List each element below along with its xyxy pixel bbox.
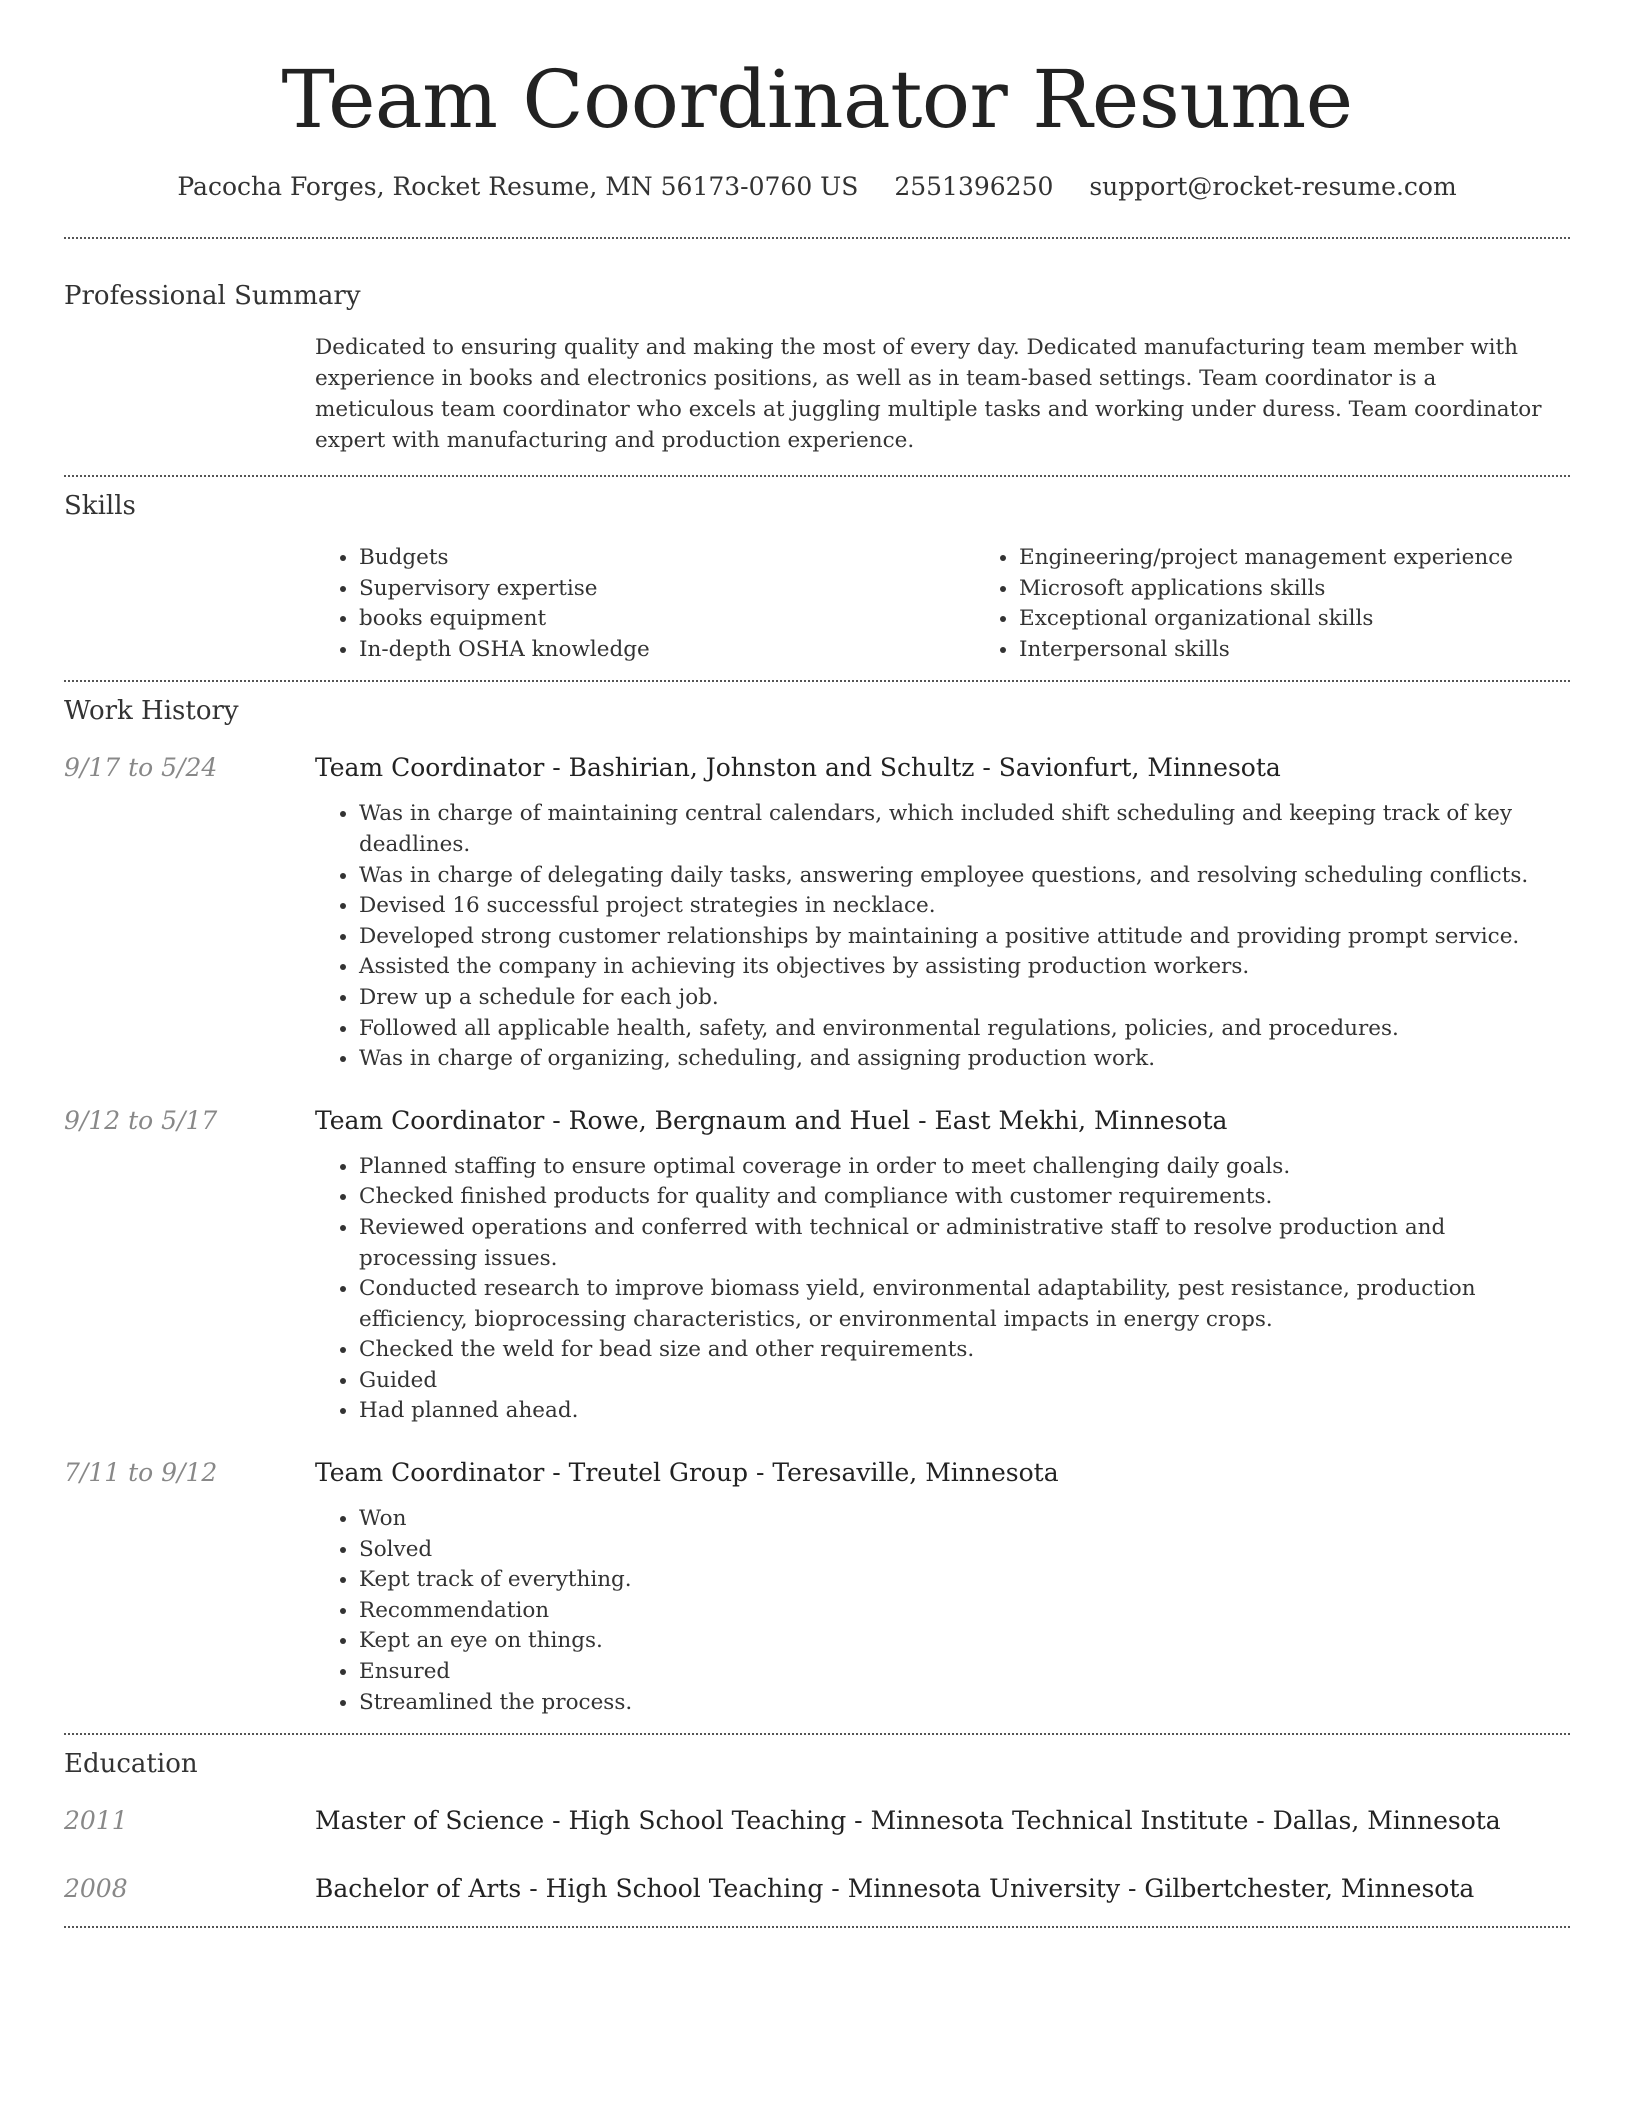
job-entry [64, 751, 1570, 1074]
skill-item: • Supervisory expertise [359, 574, 975, 605]
section-title-work: Work History [64, 696, 239, 727]
contact-line [64, 170, 1570, 204]
list-item: • Reviewed operations and conferred with technical or administrative staff to resolve production and processing issues. [359, 1213, 1570, 1274]
list-item: • Was in charge of delegating daily tasks, answering employee questions, and resolving scheduling conflicts. [359, 861, 1570, 892]
contact-phone: 2551396250 [894, 172, 1054, 201]
job-heading: Team Coordinator - Treutel Group - Teresaville, Minnesota [315, 1458, 1059, 1488]
skill-item: • Exceptional organizational skills [1019, 604, 1632, 635]
contact-email: support@rocket-resume.com [1089, 172, 1457, 201]
education-entry [64, 1804, 1570, 1838]
contact-address: Pacocha Forges, Rocket Resume, MN 56173-0760 US [177, 172, 859, 201]
job-bullets [315, 799, 1570, 1074]
list-item: • Won [359, 1504, 1570, 1535]
skill-item: • Microsoft applications skills [1019, 574, 1632, 605]
education-section [64, 1747, 1570, 1906]
skill-item: • books equipment [359, 604, 975, 635]
list-item: • Kept track of everything. [359, 1565, 1570, 1596]
list-item: • Ensured [359, 1657, 1570, 1688]
section-title-education: Education [64, 1749, 198, 1780]
job-heading: Team Coordinator - Rowe, Bergnaum and Huel - East Mekhi, Minnesota [315, 1105, 1228, 1135]
list-item: • Devised 16 successful project strategies in necklace. [359, 891, 1570, 922]
job-bullets [315, 1152, 1570, 1427]
skills-column-right [975, 543, 1632, 665]
job-bullets [315, 1504, 1570, 1718]
divider [64, 680, 1570, 682]
job-heading: Team Coordinator - Bashirian, Johnston and Schultz - Savionfurt, Minnesota [315, 753, 1281, 783]
section-title-skills: Skills [64, 491, 136, 521]
list-item: • Kept an eye on things. [359, 1626, 1570, 1657]
education-heading: Master of Science - High School Teaching - Minnesota Technical Institute - Dallas, Minnesota [315, 1806, 1501, 1836]
education-heading: Bachelor of Arts - High School Teaching - Minnesota University - Gilbertchester, Minnesota [315, 1874, 1475, 1904]
list-item: • Checked the weld for bead size and other requirements. [359, 1335, 1570, 1366]
resume-page [64, 0, 1570, 1928]
skills-column-left [315, 543, 975, 665]
list-item: • Drew up a schedule for each job. [359, 983, 1570, 1014]
skill-item: • Engineering/project management experience [1019, 543, 1632, 574]
job-dates: 9/17 to 5/24 [64, 753, 218, 783]
education-year: 2011 [64, 1806, 128, 1836]
section-title-summary: Professional Summary [64, 281, 361, 311]
list-item: • Assisted the company in achieving its objectives by assisting production workers. [359, 952, 1570, 983]
job-dates: 7/11 to 9/12 [64, 1458, 218, 1488]
education-year: 2008 [64, 1874, 128, 1904]
skill-item: • Budgets [359, 543, 975, 574]
skill-item: • Interpersonal skills [1019, 635, 1632, 666]
divider [64, 237, 1570, 239]
list-item: • Had planned ahead. [359, 1396, 1570, 1427]
list-item: • Guided [359, 1366, 1570, 1397]
list-item: • Conducted research to improve biomass yield, environmental adaptability, pest resistance, production efficiency, bioprocessing characteristics, or environmental impacts in energy crops. [359, 1274, 1570, 1335]
work-history-section [64, 694, 1570, 1718]
divider [64, 475, 1570, 477]
resume-title: Team Coordinator Resume [281, 53, 1353, 146]
summary-text: Dedicated to ensuring quality and making the most of every day. Dedicated manufacturing team member with experience in books and electronics positions, as well as in team-based settings. Team coordinator is a meticulous team coordinator who excels at juggling multiple tasks and working under duress. Team coordinator expert with manufacturing and production experience. [315, 335, 1542, 453]
divider [64, 1733, 1570, 1735]
job-entry [64, 1456, 1570, 1718]
list-item: • Developed strong customer relationships by maintaining a positive attitude and providing prompt service. [359, 922, 1570, 953]
divider [64, 1926, 1570, 1928]
list-item: • Was in charge of organizing, scheduling, and assigning production work. [359, 1044, 1570, 1075]
list-item: • Was in charge of maintaining central calendars, which included shift scheduling and keeping track of key deadlines. [359, 799, 1570, 860]
list-item: • Followed all applicable health, safety, and environmental regulations, policies, and procedures. [359, 1014, 1570, 1045]
list-item: • Solved [359, 1535, 1570, 1566]
skill-item: • In-depth OSHA knowledge [359, 635, 975, 666]
job-entry [64, 1104, 1570, 1427]
list-item: • Checked finished products for quality and compliance with customer requirements. [359, 1182, 1570, 1213]
list-item: • Streamlined the process. [359, 1688, 1570, 1719]
summary-section [64, 279, 1570, 456]
list-item: • Recommendation [359, 1596, 1570, 1627]
list-item: • Planned staffing to ensure optimal coverage in order to meet challenging daily goals. [359, 1152, 1570, 1183]
skills-list [315, 543, 1632, 665]
job-dates: 9/12 to 5/17 [64, 1105, 218, 1135]
skills-section [64, 489, 1570, 665]
education-entry [64, 1872, 1570, 1906]
